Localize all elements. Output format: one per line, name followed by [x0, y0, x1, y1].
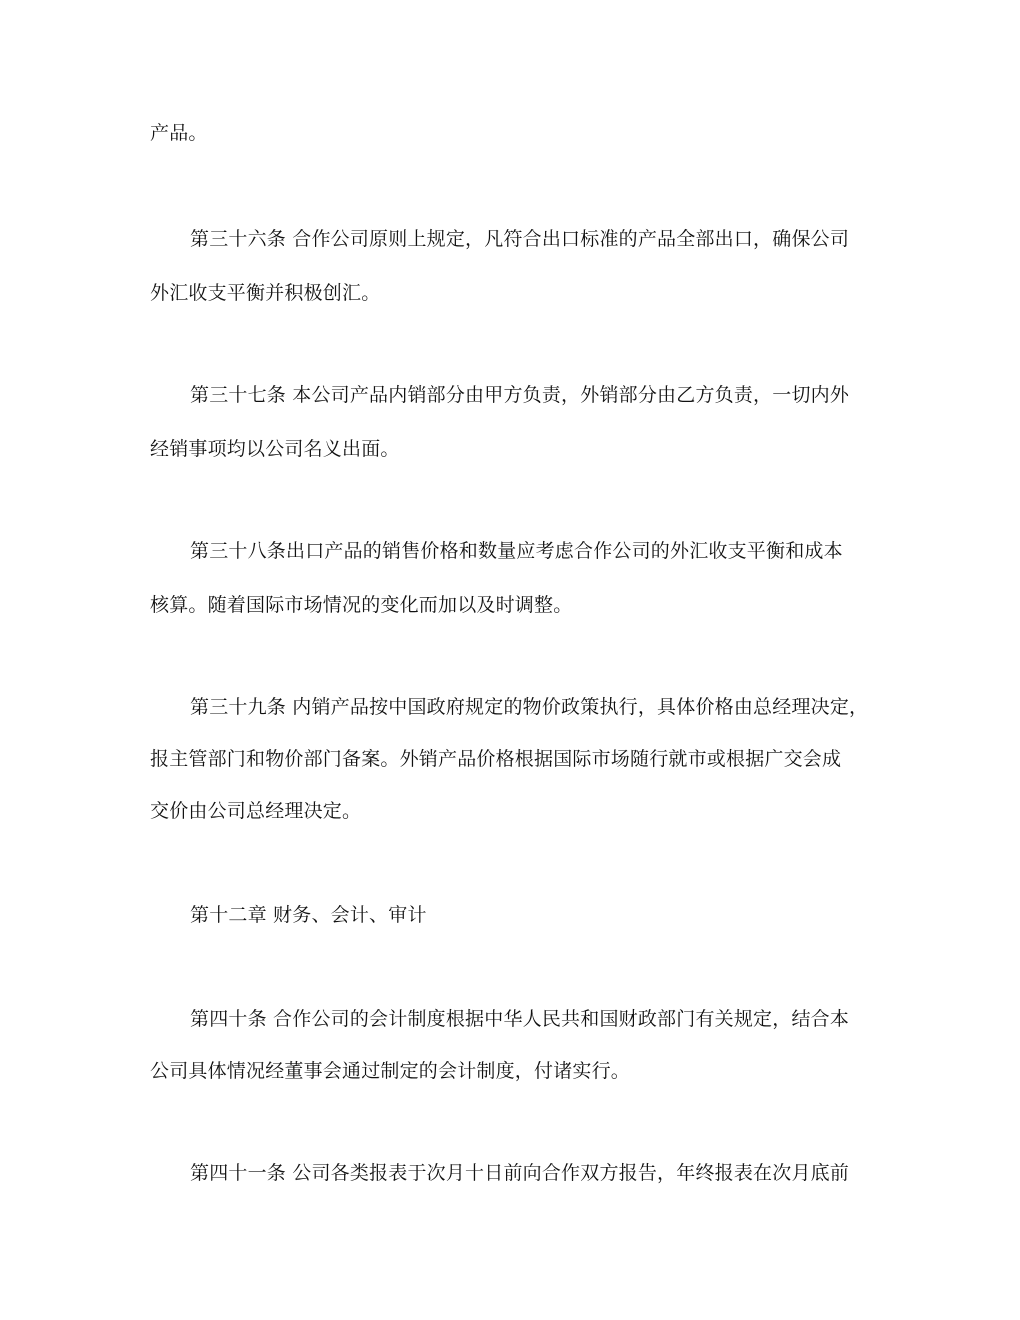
article-39-line-3: 交价由公司总经理决定。	[150, 800, 362, 822]
article-40-line-1: 第四十条 合作公司的会计制度根据中华人民共和国财政部门有关规定，结合本	[190, 1008, 850, 1030]
article-37-line-2: 经销事项均以公司名义出面。	[150, 438, 400, 460]
article-39-line-1: 第三十九条 内销产品按中国政府规定的物价政策执行，具体价格由总经理决定，	[190, 696, 869, 718]
article-37-line-1: 第三十七条 本公司产品内销部分由甲方负责，外销部分由乙方负责，一切内外	[190, 384, 850, 406]
paragraph-line: 产品。	[150, 122, 208, 144]
article-38-line-2: 核算。随着国际市场情况的变化而加以及时调整。	[150, 594, 573, 616]
article-36-line-1: 第三十六条 合作公司原则上规定，凡符合出口标准的产品全部出口，确保公司	[190, 228, 850, 250]
article-39-line-2: 报主管部门和物价部门备案。外销产品价格根据国际市场随行就市或根据广交会成	[150, 748, 842, 770]
chapter-12-heading: 第十二章 财务、会计、审计	[190, 904, 427, 926]
article-40-line-2: 公司具体情况经董事会通过制定的会计制度，付诸实行。	[150, 1060, 631, 1082]
article-36-line-2: 外汇收支平衡并积极创汇。	[150, 282, 381, 304]
article-41-line-1: 第四十一条 公司各类报表于次月十日前向合作双方报告，年终报表在次月底前	[190, 1162, 850, 1184]
article-38-line-1: 第三十八条出口产品的销售价格和数量应考虑合作公司的外汇收支平衡和成本	[190, 540, 843, 562]
